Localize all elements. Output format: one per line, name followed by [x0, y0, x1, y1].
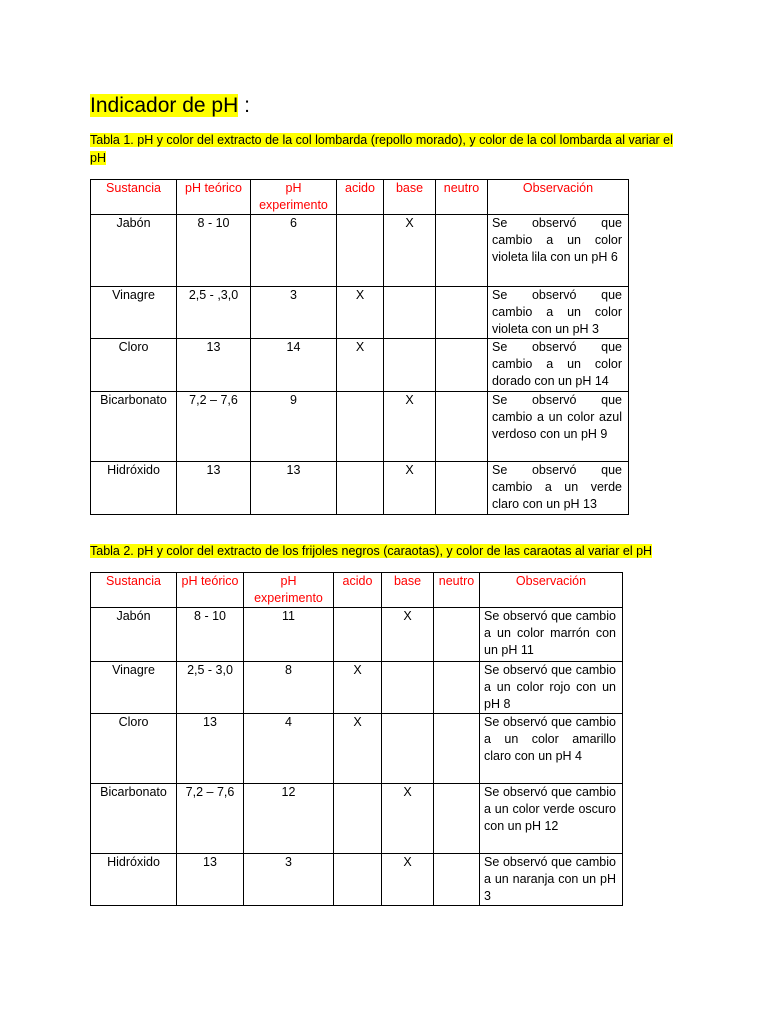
table1-cell-base: X [384, 462, 436, 515]
table2-row [91, 714, 623, 784]
table1-cell-neutro [436, 287, 488, 339]
table1-header-acido: acido [337, 180, 384, 215]
table1-header-base: base [384, 180, 436, 215]
table2-cell-ph-experimento: 4 [244, 714, 334, 784]
table1-header-observacion: Observación [488, 180, 629, 215]
table2-cell-ph-teorico: 13 [177, 714, 244, 784]
table2-cell-sustancia: Bicarbonato [91, 784, 177, 854]
table2-row [91, 784, 623, 854]
table2-cell-neutro [434, 784, 480, 854]
table2-header-ph-teorico: pH teórico [177, 573, 244, 608]
table1-cell-ph-experimento: 9 [251, 392, 337, 462]
table2-header-base: base [382, 573, 434, 608]
table1-cell-ph-experimento: 13 [251, 462, 337, 515]
table1-cell-base [384, 287, 436, 339]
table2-header-ph-experimento: pH experimento [244, 573, 334, 608]
table2-cell-neutro [434, 608, 480, 662]
table1-row [91, 392, 629, 462]
table2-cell-observacion: Se observó que cambio a un color verde oscuro con un pH 12 [480, 784, 623, 854]
table2-row [91, 662, 623, 714]
table1-cell-ph-teorico: 2,5 - ,3,0 [177, 287, 251, 339]
table2-cell-base [382, 714, 434, 784]
table2-row [91, 854, 623, 906]
table1-cell-sustancia: Bicarbonato [91, 392, 177, 462]
table2-cell-sustancia: Cloro [91, 714, 177, 784]
table1-cell-observacion: Se observó que cambio a un verde claro con un pH 13 [488, 462, 629, 515]
table1-caption-text: Tabla 1. pH y color del extracto de la col lombarda (repollo morado), y color de la col lombarda al variar el pH [90, 133, 673, 165]
table1-cell-observacion: Se observó que cambio a un color violeta con un pH 3 [488, 287, 629, 339]
table2-header-observacion: Observación [480, 573, 623, 608]
table1-cell-observacion: Se observó que cambio a un color azul verdoso con un pH 9 [488, 392, 629, 462]
table1-cell-ph-experimento: 3 [251, 287, 337, 339]
table1-cell-acido [337, 215, 384, 287]
table1-header-ph-teorico: pH teórico [177, 180, 251, 215]
page-title-colon: : [238, 94, 250, 117]
table2-cell-acido [334, 784, 382, 854]
table1-cell-base: X [384, 215, 436, 287]
table2-cell-sustancia: Hidróxido [91, 854, 177, 906]
table2-row [91, 608, 623, 662]
table1-cell-observacion: Se observó que cambio a un color violeta lila con un pH 6 [488, 215, 629, 287]
table2 [90, 572, 623, 906]
table2-header-acido: acido [334, 573, 382, 608]
table1-cell-ph-teorico: 8 - 10 [177, 215, 251, 287]
table2-cell-observacion: Se observó que cambio a un color rojo con un pH 8 [480, 662, 623, 714]
table1-cell-ph-teorico: 13 [177, 462, 251, 515]
table1-cell-sustancia: Cloro [91, 339, 177, 392]
table2-cell-ph-experimento: 3 [244, 854, 334, 906]
table1-cell-sustancia: Vinagre [91, 287, 177, 339]
page-title-text: Indicador de pH [90, 94, 239, 117]
table2-cell-acido: X [334, 662, 382, 714]
table1-cell-ph-experimento: 6 [251, 215, 337, 287]
table2-cell-ph-teorico: 13 [177, 854, 244, 906]
table1-body [91, 215, 629, 515]
table2-cell-ph-teorico: 2,5 - 3,0 [177, 662, 244, 714]
page-title [90, 93, 250, 119]
table1-cell-neutro [436, 392, 488, 462]
table2-cell-base: X [382, 784, 434, 854]
table1-row [91, 339, 629, 392]
table1-cell-neutro [436, 462, 488, 515]
table1-cell-base [384, 339, 436, 392]
table2-cell-sustancia: Jabón [91, 608, 177, 662]
table1-header-ph-experimento: pH experimento [251, 180, 337, 215]
table2-cell-sustancia: Vinagre [91, 662, 177, 714]
table1-cell-neutro [436, 215, 488, 287]
table1-header-row [91, 180, 629, 215]
table2-cell-base: X [382, 608, 434, 662]
table1-cell-ph-teorico: 13 [177, 339, 251, 392]
table1-cell-observacion: Se observó que cambio a un color dorado con un pH 14 [488, 339, 629, 392]
table2-header-neutro: neutro [434, 573, 480, 608]
table1-caption [90, 131, 680, 167]
table1-cell-acido [337, 392, 384, 462]
table2-caption [90, 542, 680, 560]
table2-cell-neutro [434, 662, 480, 714]
table2-cell-ph-experimento: 8 [244, 662, 334, 714]
table1-header-sustancia: Sustancia [91, 180, 177, 215]
table2-header-row [91, 573, 623, 608]
table1-header-neutro: neutro [436, 180, 488, 215]
table2-body [91, 608, 623, 906]
table1-row [91, 462, 629, 515]
table2-cell-acido [334, 854, 382, 906]
table2-cell-base [382, 662, 434, 714]
table1-cell-ph-teorico: 7,2 – 7,6 [177, 392, 251, 462]
table1-cell-ph-experimento: 14 [251, 339, 337, 392]
table1-cell-sustancia: Hidróxido [91, 462, 177, 515]
table1-row [91, 215, 629, 287]
table2-caption-text: Tabla 2. pH y color del extracto de los frijoles negros (caraotas), y color de las caraotas al variar el pH [90, 544, 653, 558]
table2-cell-neutro [434, 714, 480, 784]
table1-cell-acido [337, 462, 384, 515]
table2-cell-ph-teorico: 7,2 – 7,6 [177, 784, 244, 854]
table2-cell-observacion: Se observó que cambio a un color amarillo claro con un pH 4 [480, 714, 623, 784]
table2-header-sustancia: Sustancia [91, 573, 177, 608]
table2-cell-ph-experimento: 12 [244, 784, 334, 854]
table1-cell-sustancia: Jabón [91, 215, 177, 287]
table1-cell-base: X [384, 392, 436, 462]
table2-cell-observacion: Se observó que cambio a un naranja con un pH 3 [480, 854, 623, 906]
table2-cell-neutro [434, 854, 480, 906]
table1-cell-acido: X [337, 287, 384, 339]
table1-row [91, 287, 629, 339]
table1-cell-neutro [436, 339, 488, 392]
table2-cell-acido [334, 608, 382, 662]
table2-cell-ph-teorico: 8 - 10 [177, 608, 244, 662]
table2-cell-observacion: Se observó que cambio a un color marrón con un pH 11 [480, 608, 623, 662]
table2-cell-acido: X [334, 714, 382, 784]
table1 [90, 179, 629, 515]
table2-cell-ph-experimento: 11 [244, 608, 334, 662]
table1-cell-acido: X [337, 339, 384, 392]
table2-cell-base: X [382, 854, 434, 906]
